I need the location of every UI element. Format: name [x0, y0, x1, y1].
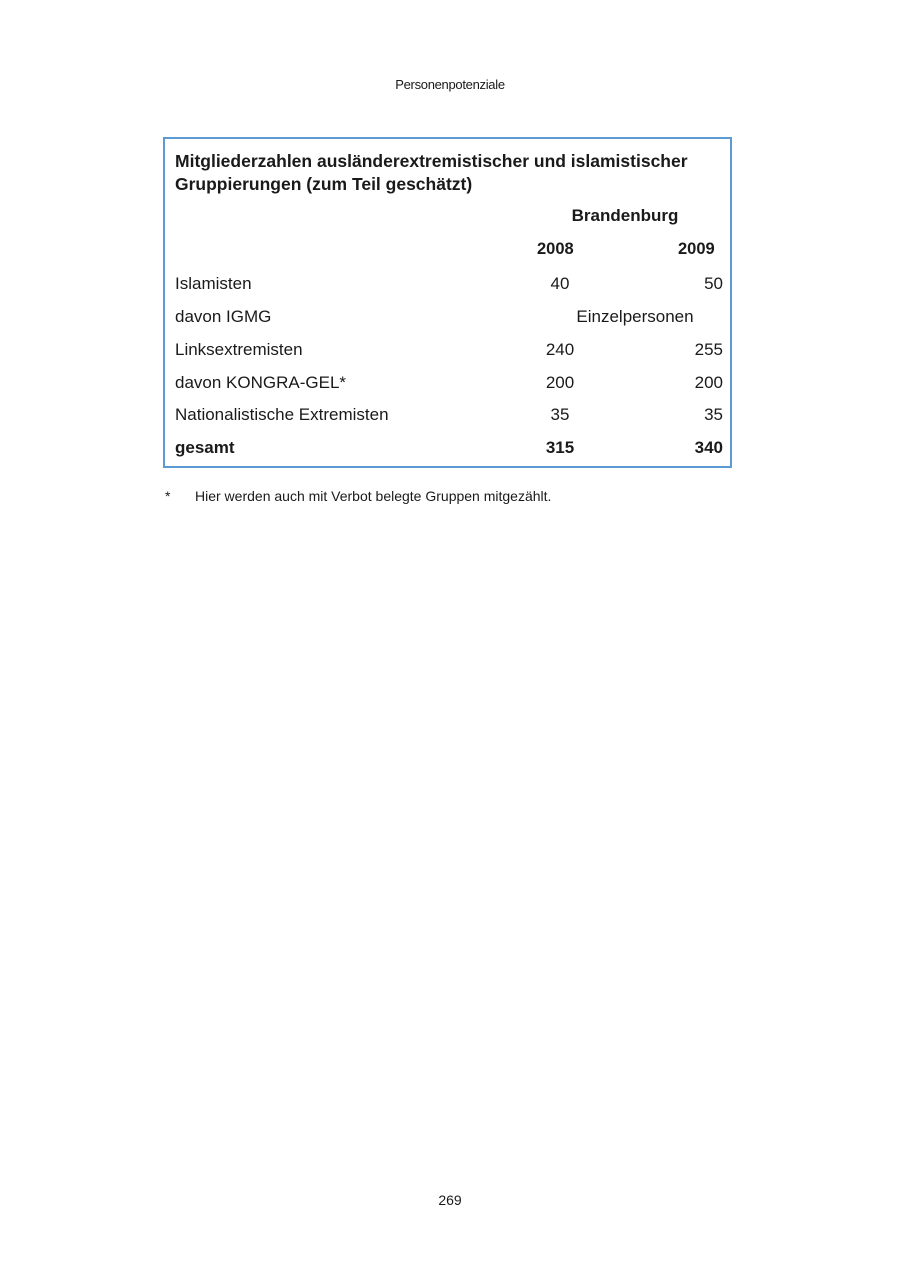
region-header: Brandenburg — [571, 206, 679, 225]
row-label: davon KONGRA-GEL* — [175, 373, 347, 392]
row-label: Linksextremisten — [175, 340, 303, 359]
value-2009: 255 — [694, 340, 723, 359]
page-number: 269 — [438, 1192, 462, 1208]
footnote-text: Hier werden auch mit Verbot belegte Gruppen mitgezählt. — [195, 488, 552, 504]
membership-table — [163, 137, 732, 468]
table-title: Mitgliederzahlen ausländerextremistischer und islamistischer Gruppierungen (zum Teil geschätzt) — [175, 151, 688, 194]
year-header-2009: 2009 — [678, 240, 715, 258]
value-2009: 200 — [694, 373, 723, 392]
value-2008: 315 — [545, 438, 575, 457]
table-row — [175, 340, 723, 372]
value-2008: 40 — [550, 274, 570, 293]
value-2008: 240 — [545, 340, 575, 359]
footnote-marker: * — [165, 488, 171, 504]
running-header: Personenpotenziale — [395, 77, 505, 92]
row-label: gesamt — [175, 438, 235, 457]
row-label: davon IGMG — [175, 307, 272, 326]
value-2008: 200 — [545, 373, 575, 392]
value-2008: 35 — [550, 405, 570, 424]
row-label: Nationalistische Extremisten — [175, 405, 389, 424]
value-2009: 50 — [704, 274, 723, 293]
value-2009: 35 — [704, 405, 723, 424]
value-2009: 340 — [694, 438, 723, 457]
table-row — [175, 405, 723, 437]
table-row-total — [175, 438, 723, 470]
span-value: Einzelpersonen — [576, 307, 694, 326]
table-row — [175, 274, 723, 306]
year-header-2008: 2008 — [537, 240, 574, 258]
table-row — [175, 307, 723, 339]
table-row — [175, 373, 723, 405]
row-label: Islamisten — [175, 274, 252, 293]
